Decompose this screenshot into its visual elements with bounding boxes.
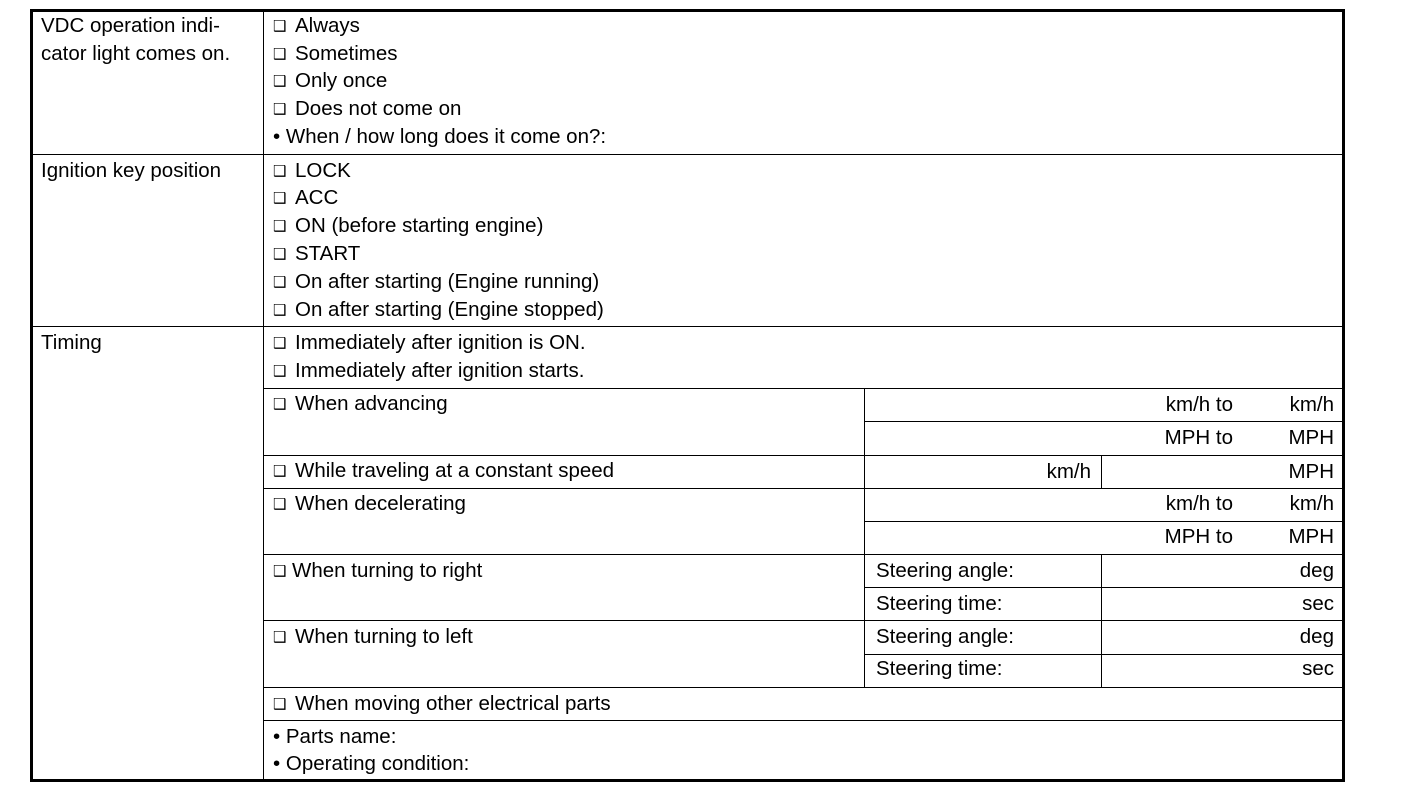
constant-mph: MPH (1288, 460, 1334, 483)
decelerating-mph-to: MPH to (1164, 525, 1233, 548)
option-label: ON (before starting engine) (295, 214, 544, 237)
timing-col-divider-2 (1101, 455, 1102, 488)
checkbox-icon[interactable]: ❑ (273, 189, 287, 207)
turn-right-time-label: Steering time: (876, 592, 1003, 615)
ignition-option-engine-running[interactable] (273, 268, 599, 297)
option-label: Always (295, 14, 360, 37)
option-label: Immediately after ignition starts. (295, 359, 585, 382)
checkbox-icon[interactable]: ❑ (273, 100, 287, 118)
timing-option-advancing[interactable] (273, 390, 448, 419)
table-border-right (1342, 9, 1345, 782)
option-label: Sometimes (295, 42, 398, 65)
ignition-option-start[interactable] (273, 240, 360, 269)
checkbox-icon[interactable]: ❑ (273, 301, 287, 319)
option-label: On after starting (Engine stopped) (295, 298, 604, 321)
checkbox-icon[interactable]: ❑ (273, 334, 287, 352)
advancing-kmh-to: km/h to (1165, 393, 1233, 416)
checkbox-icon[interactable]: ❑ (273, 72, 287, 90)
turn-right-sub-divider (864, 587, 1345, 588)
option-label: While traveling at a constant speed (295, 459, 615, 482)
option-label: Immediately after ignition is ON. (295, 331, 586, 354)
option-label: On after starting (Engine running) (295, 270, 600, 293)
table-border-left (30, 9, 33, 782)
checkbox-icon[interactable]: ❑ (273, 217, 287, 235)
vdc-label-line-2: cator light comes on. (41, 42, 231, 65)
option-label: Does not come on (295, 97, 462, 120)
checkbox-icon[interactable]: ❑ (273, 273, 287, 291)
timing-option-turn-left[interactable] (273, 623, 473, 652)
checkbox-icon[interactable]: ❑ (273, 628, 287, 646)
checkbox-icon[interactable]: ❑ (273, 462, 287, 480)
vdc-label-line-1: VDC operation indi- (41, 14, 220, 37)
ignition-option-engine-stopped[interactable] (273, 296, 604, 325)
checkbox-icon[interactable]: ❑ (273, 362, 287, 380)
checkbox-icon[interactable]: ❑ (273, 17, 287, 35)
checkbox-icon[interactable]: ❑ (273, 562, 287, 580)
vdc-duration-note: • When / how long does it come on?: (273, 125, 607, 148)
turn-left-angle-label: Steering angle: (876, 625, 1014, 648)
turn-right-time-unit: sec (1302, 592, 1334, 615)
turn-left-time-label: Steering time: (876, 657, 1003, 680)
checkbox-icon[interactable]: ❑ (273, 395, 287, 413)
ignition-option-lock[interactable] (273, 157, 351, 186)
checkbox-icon[interactable]: ❑ (273, 45, 287, 63)
option-label: When turning to right (292, 559, 483, 582)
vdc-option-only-once[interactable] (273, 67, 387, 96)
row-divider-constant (263, 488, 1345, 489)
timing-grid-top (263, 388, 1345, 389)
timing-col-divider-1 (864, 388, 865, 688)
option-label: Only once (295, 69, 388, 92)
option-label: ACC (295, 186, 339, 209)
option-label: When advancing (295, 392, 448, 415)
row-divider-electrical (263, 720, 1345, 721)
table-border-top (30, 9, 1345, 12)
label-column-divider (263, 9, 264, 782)
turn-right-angle-label: Steering angle: (876, 559, 1014, 582)
timing-option-ignition-on[interactable] (273, 329, 586, 358)
timing-option-turn-right[interactable] (273, 557, 482, 586)
vdc-option-always[interactable] (273, 12, 360, 41)
row-divider-vdc (30, 154, 1345, 155)
row-divider-turn-left (263, 687, 1345, 688)
row-divider-turn-right (263, 620, 1345, 621)
ignition-option-on[interactable] (273, 212, 543, 241)
table-border-bottom (30, 779, 1345, 782)
checkbox-icon[interactable]: ❑ (273, 245, 287, 263)
decelerating-sub-divider (864, 521, 1345, 522)
row-divider-decelerating (263, 554, 1345, 555)
timing-option-electrical-parts[interactable] (273, 690, 611, 719)
turn-left-time-unit: sec (1302, 657, 1334, 680)
checkbox-icon[interactable]: ❑ (273, 162, 287, 180)
operating-condition-note: • Operating condition: (273, 752, 470, 775)
ignition-option-acc[interactable] (273, 184, 338, 213)
vdc-option-does-not-come-on[interactable] (273, 95, 461, 124)
ignition-label: Ignition key position (41, 159, 222, 182)
advancing-sub-divider (864, 421, 1345, 422)
timing-label: Timing (41, 331, 102, 354)
advancing-mph: MPH (1288, 426, 1334, 449)
row-divider-ignition (30, 326, 1345, 327)
timing-col-divider-3 (1101, 554, 1102, 688)
vdc-option-sometimes[interactable] (273, 40, 398, 69)
timing-option-decelerating[interactable] (273, 490, 466, 519)
advancing-mph-to: MPH to (1164, 426, 1233, 449)
option-label: When decelerating (295, 492, 466, 515)
checkbox-icon[interactable]: ❑ (273, 695, 287, 713)
checkbox-icon[interactable]: ❑ (273, 495, 287, 513)
turn-left-angle-unit: deg (1299, 625, 1334, 648)
timing-option-constant-speed[interactable] (273, 457, 614, 486)
decelerating-mph: MPH (1288, 525, 1334, 548)
decelerating-kmh-to: km/h to (1165, 492, 1233, 515)
option-label: START (295, 242, 361, 265)
constant-kmh: km/h (1046, 460, 1091, 483)
option-label: When moving other electrical parts (295, 692, 611, 715)
timing-option-ignition-starts[interactable] (273, 357, 584, 386)
parts-name-note: • Parts name: (273, 725, 397, 748)
advancing-kmh: km/h (1289, 393, 1334, 416)
option-label: LOCK (295, 159, 351, 182)
row-divider-advancing (263, 455, 1345, 456)
decelerating-kmh: km/h (1289, 492, 1334, 515)
option-label: When turning to left (295, 625, 473, 648)
turn-right-angle-unit: deg (1299, 559, 1334, 582)
